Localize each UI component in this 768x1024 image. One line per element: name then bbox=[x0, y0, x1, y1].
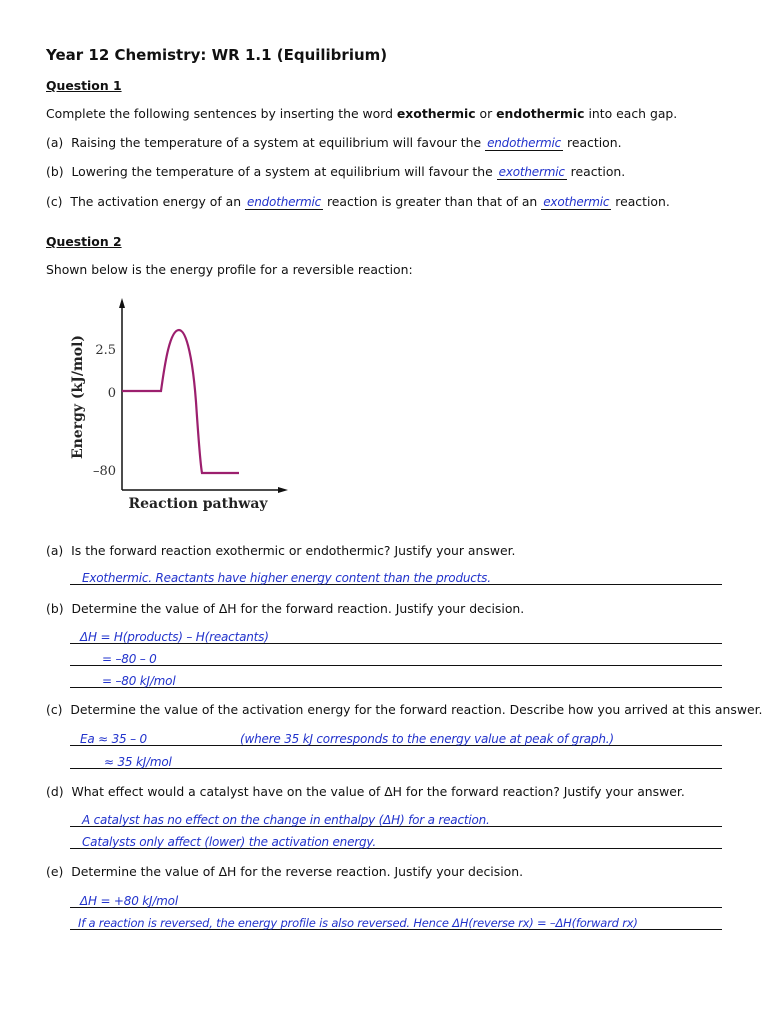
q1-c-label: (c) bbox=[46, 194, 63, 209]
page-title: Year 12 Chemistry: WR 1.1 (Equilibrium) bbox=[46, 46, 388, 64]
q2-b-answer-3[interactable]: = –80 kJ/mol bbox=[102, 674, 176, 688]
question-2-heading: Question 2 bbox=[46, 234, 122, 249]
q2-intro: Shown below is the energy profile for a reversible reaction: bbox=[46, 262, 413, 277]
q1-part-a bbox=[46, 135, 622, 151]
q1-instruction-post: into each gap. bbox=[584, 106, 678, 121]
q1-instruction-word1: exothermic bbox=[396, 106, 476, 121]
q1-a-text: Raising the temperature of a system at equilibrium will favour the bbox=[71, 135, 486, 150]
q2-e-label: (e) bbox=[46, 864, 64, 879]
q2-c-answer-2[interactable]: ≈ 35 kJ/mol bbox=[104, 755, 172, 769]
y-tick-minus-80: –80 bbox=[92, 464, 116, 479]
q2-e-question bbox=[46, 864, 523, 879]
x-axis-label: Reaction pathway bbox=[128, 496, 268, 512]
q1-c-answer-2[interactable]: exothermic bbox=[543, 195, 610, 209]
y-tick-0: 0 bbox=[107, 386, 116, 401]
q1-instruction-mid: or bbox=[475, 106, 497, 121]
q2-b-question bbox=[46, 601, 524, 616]
q1-b-answer[interactable]: exothermic bbox=[498, 165, 565, 179]
q1-b-text: Lowering the temperature of a system at equilibrium will favour the bbox=[71, 164, 497, 179]
q2-d-text: What effect would a catalyst have on the value of ΔH for the forward reaction? Justify your answer. bbox=[71, 784, 685, 799]
y-tick-2-5: 2.5 bbox=[95, 343, 116, 358]
q1-instruction-pre: Complete the following sentences by inserting the word bbox=[46, 106, 397, 121]
q2-d-question bbox=[46, 784, 685, 799]
q2-c-answer-1-note[interactable]: (where 35 kJ corresponds to the energy value at peak of graph.) bbox=[240, 732, 614, 746]
q2-c-text: Determine the value of the activation energy for the forward reaction. Describe how you arrived at this answer. bbox=[70, 702, 763, 717]
q1-c-text-mid: reaction is greater than that of an bbox=[323, 194, 542, 209]
x-axis-arrow bbox=[278, 487, 288, 493]
q2-d-label: (d) bbox=[46, 784, 64, 799]
q1-c-text-end: reaction. bbox=[611, 194, 670, 209]
q1-c-text: The activation energy of an bbox=[70, 194, 246, 209]
q2-c-question bbox=[46, 702, 762, 717]
q1-instruction-word2: endothermic bbox=[496, 106, 585, 121]
y-axis-arrow bbox=[119, 298, 125, 308]
q1-c-answer-1[interactable]: endothermic bbox=[247, 195, 322, 209]
q2-e-answer-1[interactable]: ΔH = +80 kJ/mol bbox=[80, 894, 178, 908]
q1-a-answer[interactable]: endothermic bbox=[487, 136, 562, 150]
q2-e-answer-2[interactable]: If a reaction is reversed, the energy profile is also reversed. Hence ΔH(reverse rx) = –ΔH(forward rx) bbox=[78, 916, 638, 930]
q1-part-b bbox=[46, 164, 625, 180]
q2-b-text: Determine the value of ΔH for the forward reaction. Justify your decision. bbox=[71, 601, 525, 616]
q1-instruction bbox=[46, 106, 677, 121]
q1-part-c bbox=[46, 194, 670, 210]
question-1-heading: Question 1 bbox=[46, 78, 122, 93]
q1-a-text-end: reaction. bbox=[563, 135, 622, 150]
energy-profile-curve bbox=[122, 330, 239, 473]
q2-c-answer-1[interactable]: Ea ≈ 35 – 0 bbox=[80, 732, 147, 746]
q2-a-label: (a) bbox=[46, 543, 64, 558]
energy-profile-chart bbox=[60, 292, 300, 518]
q2-d-answer-2[interactable]: Catalysts only affect (lower) the activation energy. bbox=[82, 835, 376, 849]
q2-b-answer-1[interactable]: ΔH = H(products) – H(reactants) bbox=[80, 630, 269, 644]
q2-c-label: (c) bbox=[46, 702, 63, 717]
q2-b-answer-2[interactable]: = –80 – 0 bbox=[102, 652, 157, 666]
q2-a-question bbox=[46, 543, 515, 558]
q2-a-text: Is the forward reaction exothermic or endothermic? Justify your answer. bbox=[71, 543, 516, 558]
q2-b-answer-line-2 bbox=[70, 665, 722, 666]
q2-e-text: Determine the value of ΔH for the reverse reaction. Justify your decision. bbox=[71, 864, 524, 879]
q2-d-answer-1[interactable]: A catalyst has no effect on the change in enthalpy (ΔH) for a reaction. bbox=[82, 813, 490, 827]
q2-a-answer[interactable]: Exothermic. Reactants have higher energy content than the products. bbox=[82, 571, 491, 585]
y-axis-label: Energy (kJ/mol) bbox=[70, 334, 86, 460]
q1-b-text-end: reaction. bbox=[566, 164, 626, 179]
q1-a-label: (a) bbox=[46, 135, 64, 150]
q2-b-label: (b) bbox=[46, 601, 64, 616]
q1-b-label: (b) bbox=[46, 164, 64, 179]
